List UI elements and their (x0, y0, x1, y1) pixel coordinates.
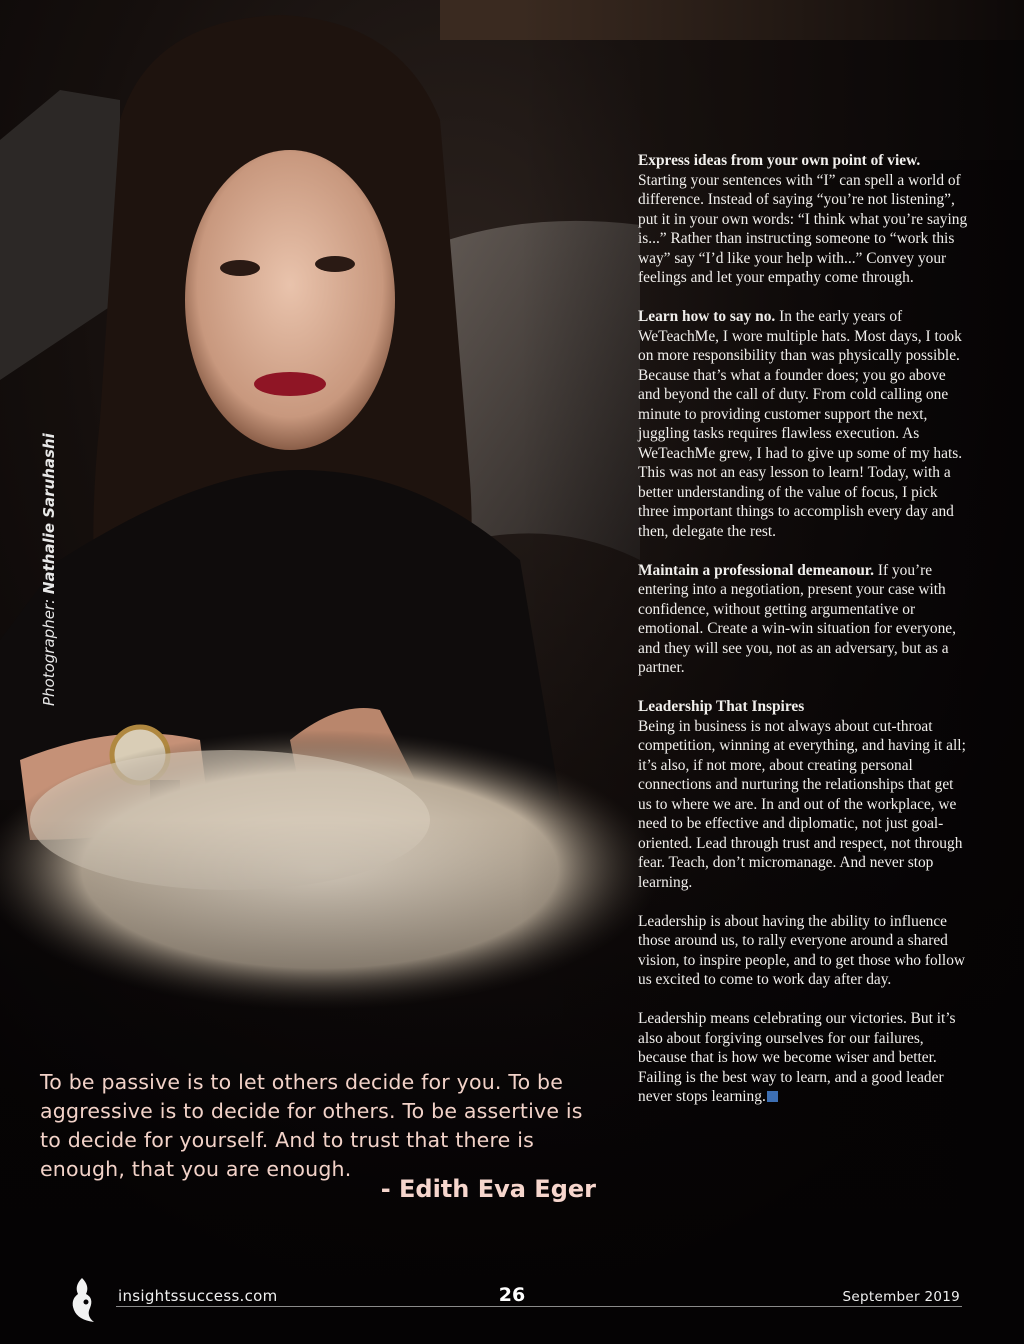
paragraph-leadership-2: Leadership is about having the ability to influence those around us, to rally everyone around a shared vision, to inspire people, and to get those who follow us excited to come to work day after day. (638, 912, 966, 988)
issue-date: September 2019 (842, 1289, 960, 1305)
paragraph-text: In the early years of WeTeachMe, I wore multiple hats. Most days, I took on more responsibility than was physically possible. Because that’s what a founder does; you go above and beyond the call of duty. From cold calling one minute to providing customer support the next, juggling tasks requires flawless execution. As WeTeachMe grew, I had to give up some of my hats. This was not an easy lesson to learn! Today, with a better understanding of the value of focus, I pick three important things to accomplish every day and then, delegate the rest. (638, 308, 963, 540)
photo-credit (40, 433, 58, 706)
insights-success-logo-icon (64, 1276, 104, 1324)
paragraph-heading: Learn how to say no. (638, 308, 776, 325)
end-of-article-icon (767, 1091, 778, 1102)
paragraph-leadership-3 (638, 1009, 970, 1107)
pull-quote: To be passive is to let others decide for you. To be aggressive is to decide for others. To be assertive is to decide for yourself. And to trust that there is enough, that you are enough. (40, 1070, 583, 1181)
paragraph-express-ideas (638, 151, 970, 288)
footer-website: insightssuccess.com (118, 1287, 278, 1305)
paragraph-leadership-1: Being in business is not always about cut-throat competition, winning at everything, and having it all; it’s also, if not more, about creating personal connections and nurturing the relationships that get us to where we are. In and out of the workplace, we need to be effective and diplomatic, not just goal-oriented. Lead through trust and respect, not through fear. Teach, don’t micromanage. And never stop learning. (638, 717, 966, 891)
paragraph-text: Starting your sentences with “I” can spell a world of difference. Instead of saying “you’re not listening”, put it in your own words: “I think what you’re saying is...” Rather than instructing someone to “work this way” say “I’d like your help with...” Convey your feelings and let your empathy come through. (638, 171, 968, 286)
photo-credit-name: Nathalie Saruhashi (40, 433, 58, 595)
photo-credit-prefix: Photographer: (40, 594, 58, 706)
article-column (638, 151, 970, 1126)
paragraph-text: If you’re entering into a negotiation, present your case with confidence, without getting argumentative or emotional. Create a win-win situation for everyone, and they will see you, not as an adversary, but as a partner. (638, 561, 956, 676)
quote-author: - Edith Eva Eger (380, 1175, 596, 1203)
paragraph-heading: Maintain a professional demeanour. (638, 561, 875, 579)
paragraph-text: Leadership means celebrating our victories. But it’s also about forgiving ourselves for our failures, because that is how we become wiser and better. Failing is the best way to learn, and a good leader never stops learning. (638, 1010, 956, 1105)
paragraph-heading: Express ideas from your own point of view. (638, 152, 921, 169)
paragraph-demeanour (638, 561, 970, 678)
page-number: 26 (498, 1284, 526, 1306)
paragraph-say-no (638, 307, 970, 541)
section-subheading: Leadership That Inspires (638, 698, 805, 715)
footer-divider (116, 1306, 962, 1307)
